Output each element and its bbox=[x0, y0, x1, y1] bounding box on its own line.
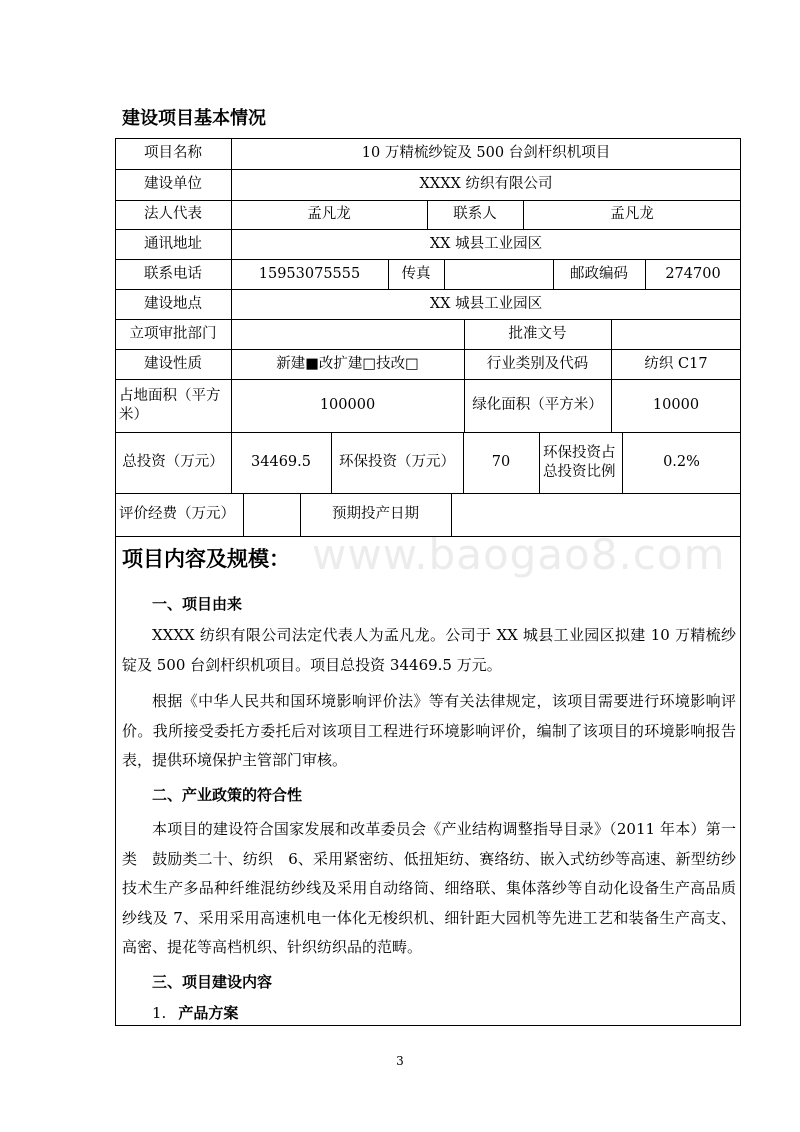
subsection-3-title: 三、项目建设内容 bbox=[152, 973, 273, 991]
subsection-2-paragraph-1: 本项目的建设符合国家发展和改革委员会《产业结构调整指导目录》（2011 年本）第一类 鼓励类二十、纺织 6、采用紧密纺、低扭矩纺、赛络纺、嵌入式纺纱等高速、新型纺纱技术生产多品种纤维混纺纱线及采用自动络筒、细络联、集体落纱等自动化设备生产高品质纱线及 7、采用采用高速机电一体化无梭织机、细针距大园机等先进工艺和装备生产高支、高密、提花等高档机织、针织纺织品的范畴。 bbox=[122, 820, 736, 956]
product-plan-number: 1. bbox=[152, 1004, 167, 1022]
address-value: XX 城县工业园区 bbox=[429, 235, 543, 252]
eval-fee-label: 评价经费（万元） bbox=[119, 506, 235, 523]
phone-value: 15953075555 bbox=[258, 265, 361, 282]
area-label: 占地面积（平方米） bbox=[119, 388, 221, 423]
approval-dept-value bbox=[231, 319, 464, 349]
page-number: 3 bbox=[396, 1054, 404, 1068]
postcode-value: 274700 bbox=[665, 265, 721, 282]
site-label: 建设地点 bbox=[144, 295, 202, 312]
env-ratio-value: 0.2% bbox=[663, 454, 700, 471]
address-label: 通讯地址 bbox=[144, 235, 202, 252]
fax-value bbox=[444, 259, 553, 289]
green-label: 绿化面积（平方米） bbox=[472, 397, 603, 414]
approval-no-label: 批准文号 bbox=[508, 325, 567, 342]
invest-value: 34469.5 bbox=[251, 454, 311, 471]
section-heading: 项目内容及规模： bbox=[122, 547, 290, 571]
product-plan-label: 产品方案 bbox=[178, 1004, 239, 1022]
industry-label: 行业类别及代码 bbox=[486, 355, 589, 372]
legal-rep-value: 孟凡龙 bbox=[307, 206, 351, 223]
fax-label: 传真 bbox=[401, 265, 431, 282]
env-ratio-label: 环保投资占总投资比例 bbox=[543, 445, 616, 480]
green-value: 10000 bbox=[652, 397, 700, 414]
approval-no-value bbox=[611, 319, 741, 349]
postcode-label: 邮政编码 bbox=[570, 265, 628, 282]
area-value: 100000 bbox=[319, 397, 376, 414]
subsection-1-title: 一、项目由来 bbox=[152, 595, 243, 613]
builder-value: XXXX 纺织有限公司 bbox=[419, 176, 553, 193]
env-invest-label: 环保投资（万元） bbox=[339, 454, 455, 471]
subsection-1-paragraph-1: XXXX 纺织有限公司法定代表人为孟凡龙。公司于 XX 城县工业园区拟建 10 万精梳纱锭及 500 台剑杆织机项目。项目总投资 34469.5 万元。 bbox=[122, 626, 736, 674]
expected-date-label: 预期投产日期 bbox=[332, 506, 419, 523]
invest-label: 总投资（万元） bbox=[122, 454, 224, 471]
legal-rep-label: 法人代表 bbox=[144, 206, 202, 223]
env-invest-value: 70 bbox=[491, 454, 511, 471]
phone-label: 联系电话 bbox=[144, 265, 202, 282]
page-title: 建设项目基本情况 bbox=[122, 108, 266, 129]
subsection-2-title: 二、产业政策的符合性 bbox=[152, 786, 303, 804]
contact-label: 联系人 bbox=[453, 206, 497, 223]
site-value: XX 城县工业园区 bbox=[429, 295, 543, 312]
industry-value: 纺织 C17 bbox=[644, 355, 708, 372]
nature-value: 新建■改扩建□技改□ bbox=[276, 355, 419, 372]
nature-label: 建设性质 bbox=[144, 355, 202, 372]
contact-value: 孟凡龙 bbox=[610, 206, 654, 223]
project-name-value: 10 万精梳纱锭及 500 台剑杆织机项目 bbox=[361, 145, 611, 162]
approval-dept-label: 立项审批部门 bbox=[129, 325, 217, 342]
subsection-1-paragraph-2: 根据《中华人民共和国环境影响评价法》等有关法律规定，该项目需要进行环境影响评价。我所接受委托方委托后对该项目工程进行环境影响评价，编制了该项目的环境影响报告表，提供环境保护主管部门审核。 bbox=[122, 692, 736, 769]
watermark: www.baogao8.com bbox=[312, 530, 726, 579]
builder-label: 建设单位 bbox=[144, 176, 202, 193]
eval-fee-value bbox=[243, 493, 300, 536]
product-plan-item bbox=[152, 1002, 238, 1023]
project-name-label: 项目名称 bbox=[144, 145, 202, 162]
